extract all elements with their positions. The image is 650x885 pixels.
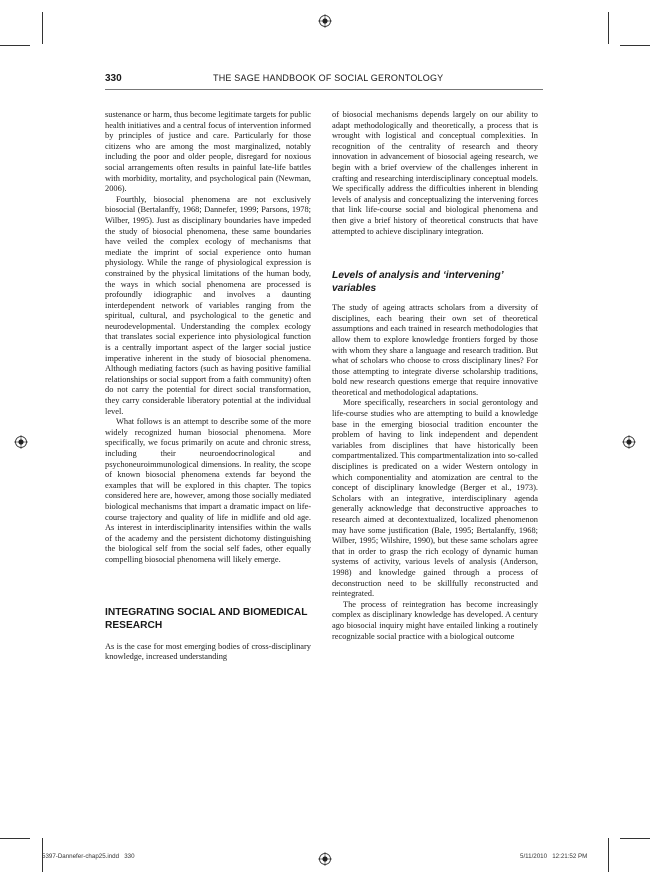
registration-mark-icon bbox=[14, 435, 28, 449]
registration-mark-icon bbox=[318, 852, 332, 866]
registration-mark-icon bbox=[622, 435, 636, 449]
paragraph: sustenance or harm, thus become legitimate targets for public health initiatives and a central focus of intervention informed by principles of justice and care. Particularly for those citizens who are among the most marginalized, notably including the poor and older people, disregard for noxious social arrangements often results in painful late-life battles with morbidity, mortality, and psychological pain (Newman, 2006). bbox=[105, 110, 311, 194]
crop-mark-top-left-v bbox=[42, 12, 43, 44]
left-column bbox=[105, 110, 311, 663]
paragraph: The process of reintegration has become increasingly complex as disciplinary knowledge has developed. A century ago biosocial inquiry might have entailed linking a routinely recognizable social practice with a biological outcome bbox=[332, 599, 538, 641]
footer-file-slug: 5397-Dannefer-chap25.indd 330 bbox=[42, 853, 135, 860]
paragraph: The study of ageing attracts scholars from a diversity of disciplines, each bearing their own set of theoretical assumptions and each trained in research methodologies that allow them to explore knowledge frontiers forged by those with whom they share a language and research tradition. But what of scholars who choose to cross disciplinary lines? For those attempting to integrate diverse scholarship traditions, bold new research questions emerge that require innovative theoretical and methodological adaptations. bbox=[332, 303, 538, 397]
crop-mark-top-right-v bbox=[608, 12, 609, 44]
page-number: 330 bbox=[105, 73, 122, 84]
crop-mark-bottom-right-v bbox=[608, 838, 609, 872]
section-heading: INTEGRATING SOCIAL AND BIOMEDICAL RESEARCH bbox=[105, 606, 308, 631]
subsection-heading: Levels of analysis and ‘intervening’ variables bbox=[332, 270, 504, 295]
paragraph: More specifically, researchers in social gerontology and life-course studies who are attempting to build a knowledge base in the emerging biosocial tradition encounter the problem of having to link independent and dependent variables from disciplines that have historically been compartmentalized. This compartmentalization into so-called disciplines is predicated on a wider Western ontology in which componentiality and atomization are central to the concept of disciplinary knowledge (Berger et al., 1973). Scholars with an integrative, interdisciplinary agenda generally acknowledge that deconstructive approaches to research aimed at decontextualized, localized phenomenon may have some justification (Bale, 1995; Bertalanffy, 1968; Wilber, 1995; Wilshire, 1990), but these same scholars agree that in order to grasp the rich ecology of dynamic human systems of activity, various levels of analysis (Anderson, 1998) and knowledge gained through a process of deconstruction need to be skillfully reconstructed and reintegrated. bbox=[332, 398, 538, 599]
header-rule bbox=[105, 89, 543, 90]
right-column bbox=[332, 110, 538, 642]
running-title: THE SAGE HANDBOOK OF SOCIAL GERONTOLOGY bbox=[213, 73, 444, 83]
paragraph: As is the case for most emerging bodies of cross-disciplinary knowledge, increased understanding bbox=[105, 641, 311, 662]
footer-timestamp: 5/11/2010 12:21:52 PM bbox=[520, 853, 588, 860]
crop-mark-bottom-right-h bbox=[620, 838, 650, 839]
crop-mark-bottom-left-h bbox=[0, 838, 30, 839]
paragraph: Fourthly, biosocial phenomena are not exclusively biosocial (Bertalanffy, 1968; Dannefer, 1999; Parsons, 1978; Wilber, 1995). Just as disciplinary boundaries have impeded the study of biosocial phenomena, these same boundaries have veiled the complex ecology of mechanisms that mediate the imprint of social experience onto human physiology. While the range of physiological expression is constrained by the physical limitations of the human body, the ways in which social phenomena are processed is profoundly idiographic and involves a daunting interdependent network of variables ranging from the spiritual, cultural, and psychological to the genetic and neurodevelopmental. Understanding the complex ecology that translates social experience into physiological function is a centrally important aspect of the larger social justice imperative inherent in the study of biosocial phenomena. Although mediating factors (such as having positive familial relationships or social support from a faith community) often do not carry the potential for direct social transformation, they carry considerable liberatory potential at the individual level. bbox=[105, 194, 311, 416]
registration-mark-icon bbox=[318, 14, 332, 28]
paragraph: What follows is an attempt to describe some of the more widely recognized human biosocial phenomena. More specifically, we focus primarily on acute and chronic stress, including their neuroendocrinological and psychoneuroimmunological dimensions. In reality, the scope of known biosocial phenomena extends far beyond the examples that will be explored in this chapter. The topics considered here are, however, among those socially mediated biological mechanisms that impart a dramatic impact on life-course trajectory and quality of life in midlife and old age. As interest in interdisciplinarity intensifies within the walls of the academy and the persistent dichotomy distinguishing the biological self from the social self fades, other equally compelling biosocial phenomena will likely emerge. bbox=[105, 417, 311, 564]
paragraph: of biosocial mechanisms depends largely on our ability to adapt methodologically and theoretically, a process that is wrought with logistical and conceptual complexities. In recognition of the centrality of research and theory innovation in advancement of biosocial ageing research, we begin with a brief overview of the challenges inherent in crafting and researching interdisciplinary conceptual models. We specifically address the difficulties inherent in blending levels of analysis and conceptualizing the intervening forces that link life-course social and biological phenomena and then give a brief history of theoretical constructs that have attempted to achieve disciplinary integration. bbox=[332, 110, 538, 236]
crop-mark-top-right-h bbox=[620, 45, 650, 46]
crop-mark-top-left-h bbox=[0, 45, 30, 46]
